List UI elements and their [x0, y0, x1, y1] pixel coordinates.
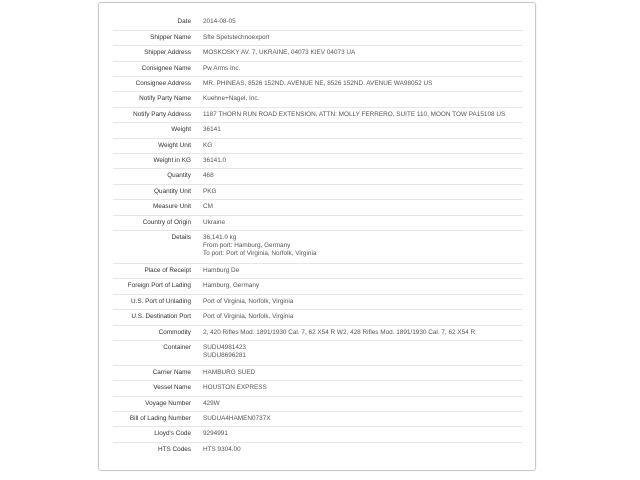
row-weight-in-kg [113, 154, 523, 169]
row-carrier-name [113, 365, 523, 380]
details-label: Details [171, 233, 191, 241]
row-notify-party-address [113, 107, 523, 122]
row-consignee-name [113, 61, 523, 76]
notify-party-address-label: Notify Party Address [133, 110, 191, 118]
details-value [197, 230, 523, 263]
weight-label: Weight [171, 126, 191, 134]
us-port-of-unlading-value: Port of Virginia, Norfolk, Virginia [203, 297, 294, 305]
us-port-of-unlading-label: U.S. Port of Unlading [130, 297, 191, 305]
measure-unit-label: Measure Unit [152, 203, 191, 211]
foreign-port-of-lading-label: Foreign Port of Lading [127, 282, 191, 290]
row-lloyds-code [113, 427, 523, 442]
carrier-name-value: HAMBURG SUED [203, 368, 256, 376]
country-of-origin-value: Ukraine [203, 218, 226, 226]
lloyds-code-value: 9294991 [203, 430, 228, 438]
place-of-receipt-value: Hamburg De [203, 266, 240, 274]
quantity-unit-label: Quantity Unit [154, 187, 191, 195]
bill-of-lading-number-value: SUDUA4HAMEN0737X [203, 415, 271, 423]
commodity-label: Commodity [158, 328, 191, 336]
row-hts-codes [113, 442, 523, 457]
container-number: SUDU8696281 [203, 352, 246, 360]
row-quantity [113, 169, 523, 184]
notify-party-address-value: 1187 THORN RUN ROAD EXTENSION, ATTN: MOLLY FERRERO, SUITE 110, MOON TOW PA15108 US [203, 110, 506, 118]
date-value: 2014-08-05 [203, 18, 236, 25]
hts-codes-label: HTS Codes [157, 445, 191, 453]
measure-unit-value: CM [203, 203, 213, 211]
quantity-value: 468 [203, 172, 214, 180]
weight-in-kg-label: Weight in KG [153, 157, 191, 165]
place-of-receipt-label: Place of Receipt [144, 266, 191, 274]
commodity-value: 2, 420 Rifles Mod. 1891/1930 Cal. 7, 62 X54 R W2, 428 Rifles Mod. 1891/1930 Cal. 7, 62 X54 R [203, 328, 476, 336]
row-weight-unit [113, 138, 523, 153]
row-foreign-port-of-lading [113, 279, 523, 294]
hts-codes-value: HTS 9304.00 [203, 445, 241, 453]
us-destination-port-label: U.S. Destination Port [131, 313, 191, 321]
country-of-origin-label: Country of Origin [142, 218, 191, 226]
row-place-of-receipt [113, 263, 523, 278]
carrier-name-label: Carrier Name [152, 368, 191, 376]
row-date [113, 15, 523, 30]
row-consignee-address [113, 77, 523, 92]
row-voyage-number [113, 396, 523, 411]
weight-unit-value: KG [203, 141, 213, 149]
row-us-port-of-unlading [113, 294, 523, 309]
notify-party-name-label: Notify Party Name [139, 95, 191, 103]
consignee-name-value: Pw Arms Inc. [203, 64, 241, 72]
row-vessel-name [113, 381, 523, 396]
container-label: Container [163, 343, 191, 351]
shipper-name-label: Shipper Name [150, 33, 191, 41]
shipper-name-value: Sfte Spetstechnoexport [203, 33, 270, 41]
details-from-port-line: From port: Hamburg, Germany [203, 242, 291, 250]
row-container [113, 340, 523, 365]
details-weight-line: 36,141.0 kg [203, 233, 237, 241]
shipment-details-table [113, 15, 523, 458]
details-to-port-line: To port: Port of Virginia, Norfolk, Virginia [203, 250, 317, 258]
container-value [197, 340, 523, 365]
vessel-name-value: HOUSTON EXPRESS [203, 384, 267, 392]
lloyds-code-label: Lloyd's Code [154, 430, 191, 438]
row-commodity [113, 325, 523, 340]
row-shipper-name [113, 30, 523, 45]
vessel-name-label: Vessel Name [153, 384, 191, 392]
row-bill-of-lading-number [113, 412, 523, 427]
foreign-port-of-lading-value: Hamburg, Germany [203, 282, 260, 290]
row-measure-unit [113, 200, 523, 215]
quantity-label: Quantity [167, 172, 191, 180]
shipper-address-label: Shipper Address [144, 49, 191, 57]
row-notify-party-name [113, 92, 523, 107]
quantity-unit-value: PKG [203, 187, 217, 195]
consignee-address-value: MR. PHINEAS, 8526 152ND. AVENUE NE, 8526 152ND. AVENUE WA98052 US [203, 80, 433, 88]
voyage-number-value: 429W [203, 399, 220, 407]
bill-of-lading-number-label: Bill of Lading Number [129, 415, 191, 423]
date-label: Date [177, 18, 191, 25]
row-quantity-unit [113, 184, 523, 199]
shipment-details-panel [98, 2, 536, 471]
weight-unit-label: Weight Unit [158, 141, 191, 149]
row-us-destination-port [113, 310, 523, 325]
voyage-number-label: Voyage Number [145, 399, 191, 407]
notify-party-name-value: Kuehne+Nagel, Inc. [203, 95, 260, 103]
weight-in-kg-value: 36141.0 [203, 157, 227, 165]
row-country-of-origin [113, 215, 523, 230]
row-weight [113, 123, 523, 138]
consignee-address-label: Consignee Address [135, 80, 191, 88]
consignee-name-label: Consignee Name [141, 64, 191, 72]
container-number: SUDU4981423 [203, 343, 246, 351]
row-details [113, 230, 523, 263]
row-shipper-address [113, 46, 523, 61]
shipper-address-value: MOSKOSKY AV. 7, UKRAINE, 04073 KIEV 04073 UA [203, 49, 356, 57]
weight-value: 36141 [203, 126, 221, 134]
us-destination-port-value: Port of Virginia, Norfolk, Virginia [203, 313, 294, 321]
